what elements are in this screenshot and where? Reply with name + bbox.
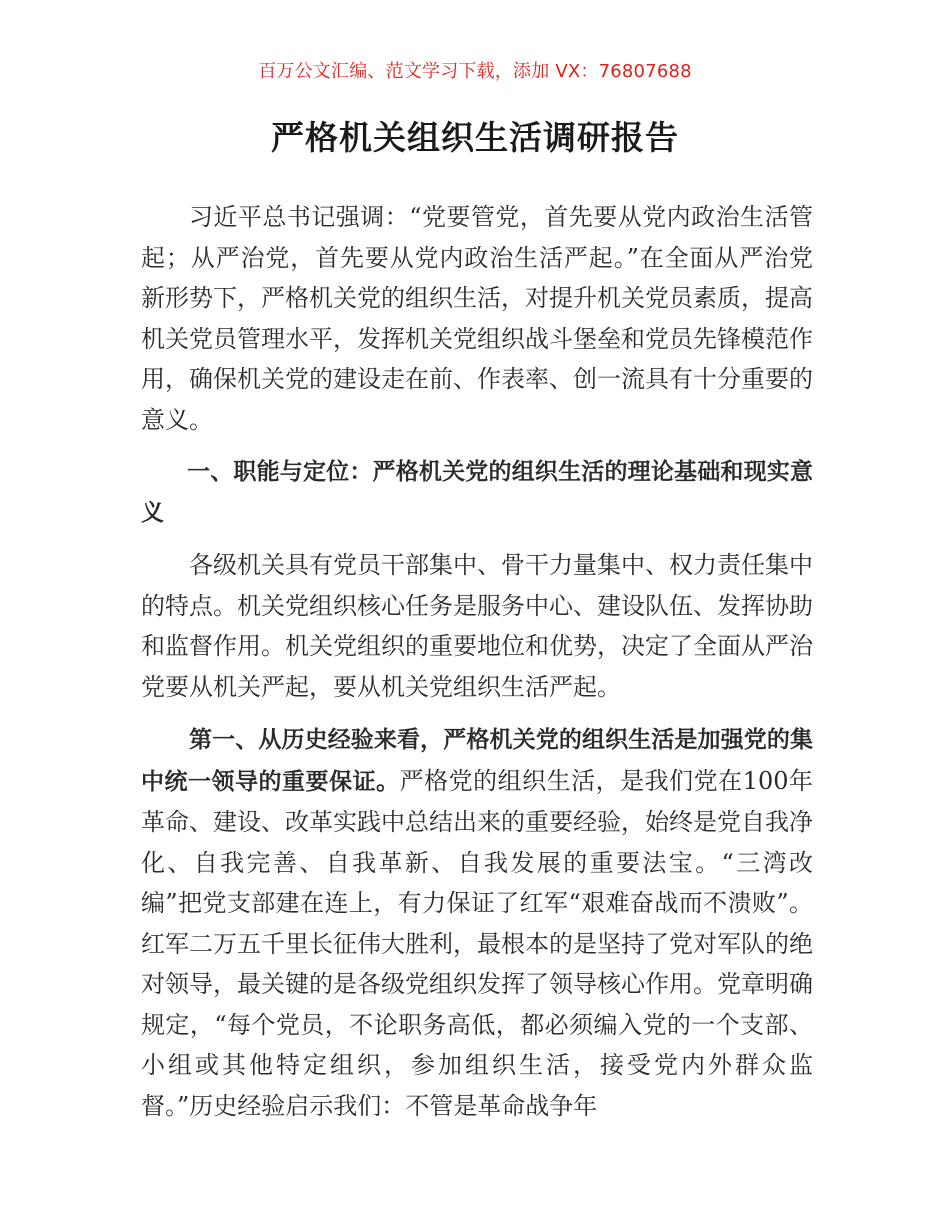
intro-paragraph: 习近平总书记强调：“党要管党，首先要从党内政治生活管起；从严治党，首先要从党内政治生活严起。”在全面从严治党新形势下，严格机关党的组织生活，对提升机关党员素质，提高机关党员管理水平，发挥机关党组织战斗堡垒和党员先锋模范作用，确保机关党的建设走在前、作表率、创一流具有十分重要的意义。 [141, 203, 813, 434]
point-1-lead: 第一、从历史经验来看，严格机关党的组织生活是加强党的集中统一领导的重要保证。 [141, 727, 813, 795]
section-1-heading: 一、职能与定位：严格机关党的组织生活的理论基础和现实意义 [141, 459, 813, 526]
document-title: 严格机关组织生活调研报告 [271, 118, 679, 157]
section-1-paragraph: 各级机关具有党员干部集中、骨干力量集中、权力责任集中的特点。机关党组织核心任务是服务中心、建设队伍、发挥协助和监督作用。机关党组织的重要地位和优势，决定了全面从严治党要从机关严起，要从机关党组织生活严起。 [141, 551, 813, 701]
point-1-paragraph [141, 719, 813, 1126]
document-body [141, 197, 813, 1126]
header-watermark-note: 百万公文汇编、范文学习下载，添加 VX：76807688 [258, 61, 692, 82]
point-1-body: 严格党的组织生活，是我们党在100年革命、建设、改革实践中总结出来的重要经验，始终是党自我净化、自我完善、自我革新、自我发展的重要法宝。“三湾改编”把党支部建在连上，有力保证了红军“艰难奋战而不溃败”。红军二万五千里长征伟大胜利，最根本的是坚持了党对军队的绝对领导，最关键的是各级党组织发挥了领导核心作用。党章明确规定，“每个党员，不论职务高低，都必须编入党的一个支部、小组或其他特定组织，参加组织生活，接受党内外群众监督。”历史经验启示我们：不管是革命战争年 [141, 766, 814, 1120]
